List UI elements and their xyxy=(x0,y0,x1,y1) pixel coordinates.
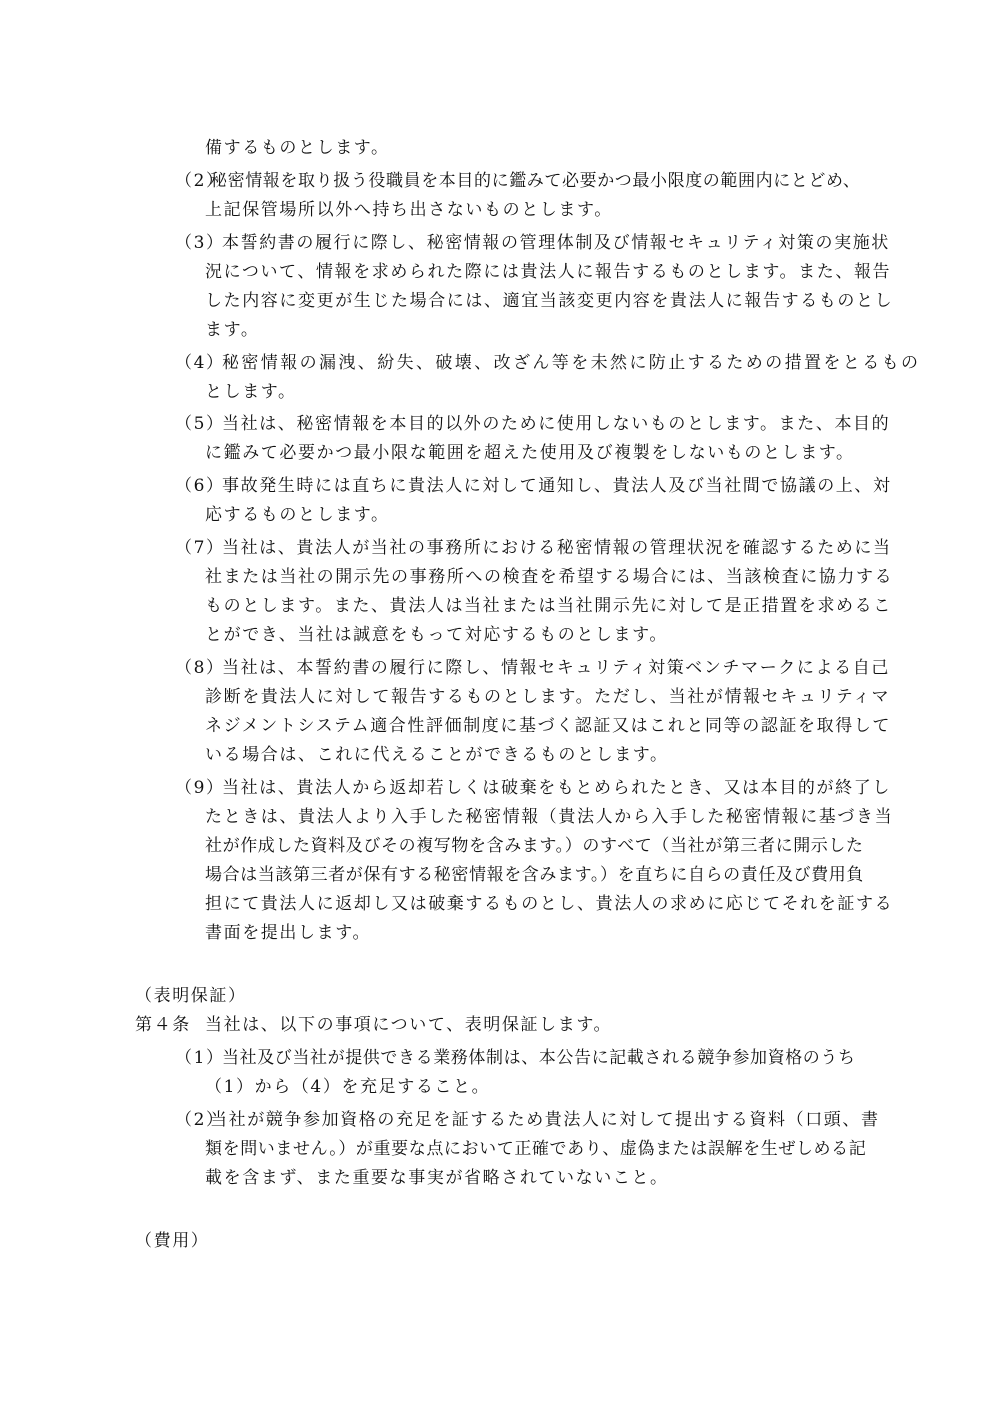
item-number: （6） xyxy=(175,476,225,496)
item-line: 社が作成した資料及びその複写物を含みます。）のすべて（当社が第三者に開示した xyxy=(205,836,864,856)
item-number: （4） xyxy=(175,353,225,373)
carryover-line: 備するものとします。 xyxy=(205,138,390,158)
item-line: ものとします。また、貴法人は当社または当社開示先に対して是正措置を求めるこ xyxy=(205,596,892,616)
item-line: 秘密情報を取り扱う役職員を本目的に鑑みて必要かつ最小限度の範囲内にとどめ、 xyxy=(210,171,861,191)
item-number: （1） xyxy=(175,1048,225,1068)
item-line: 載を含まず、また重要な事実が省略されていないこと。 xyxy=(205,1168,669,1188)
item-line: （1）から（4）を充足すること。 xyxy=(205,1077,491,1097)
item-line: たときは、貴法人より入手した秘密情報（貴法人から入手した秘密情報に基づき当 xyxy=(205,807,894,827)
item-line: 社または当社の開示先の事務所への検査を希望する場合には、当該検査に協力する xyxy=(205,567,894,587)
item-line: ます。 xyxy=(205,320,260,340)
item-line: とができ、当社は誠意をもって対応するものとします。 xyxy=(205,625,668,645)
item-number: （7） xyxy=(175,538,225,558)
item-number: （2） xyxy=(175,171,225,191)
item-line: 当社は、貴法人から返却若しくは破棄をもとめられたとき、又は本目的が終了し xyxy=(222,778,891,798)
item-line: 担にて貴法人に返却し又は破棄するものとし、貴法人の求めに応じてそれを証する xyxy=(205,894,894,914)
item-line: いる場合は、これに代えることができるものとします。 xyxy=(205,745,669,765)
item-line: した内容に変更が生じた場合には、適宜当該変更内容を貴法人に報告するものとし xyxy=(205,291,894,311)
item-number: （2） xyxy=(175,1110,225,1130)
article-label: 第４条 xyxy=(135,1015,191,1035)
item-number: （3） xyxy=(175,233,225,253)
item-line: 書面を提出します。 xyxy=(205,923,372,943)
item-line: 当社は、貴法人が当社の事務所における秘密情報の管理状況を確認するために当 xyxy=(222,538,892,558)
item-line: ネジメントシステム適合性評価制度に基づく認証又はこれと同等の認証を取得して xyxy=(205,716,891,736)
item-line: 況について、情報を求められた際には貴法人に報告するものとします。また、報告 xyxy=(205,262,892,282)
item-line: 当社及び当社が提供できる業務体制は、本公告に記載される競争参加資格のうち xyxy=(222,1048,856,1068)
item-number: （9） xyxy=(175,778,225,798)
item-line: 類を問いません。）が重要な点において正確であり、虚偽または誤解を生ぜしめる記 xyxy=(205,1139,867,1159)
item-line: 事故発生時には直ちに貴法人に対して通知し、貴法人及び当社間で協議の上、対 xyxy=(222,476,892,496)
section-heading: （表明保証） xyxy=(135,986,247,1006)
item-line: 応するものとします。 xyxy=(205,505,390,525)
item-number: （8） xyxy=(175,658,225,678)
article-intro: 当社は、以下の事項について、表明保証します。 xyxy=(205,1015,613,1035)
item-line: 診断を貴法人に対して報告するものとします。ただし、当社が情報セキュリティマ xyxy=(205,687,891,707)
item-line: 秘密情報の漏洩、紛失、破壊、改ざん等を未然に防止するための措置をとるもの xyxy=(222,353,921,373)
item-line: 本誓約書の履行に際し、秘密情報の管理体制及び情報セキュリティ対策の実施状 xyxy=(222,233,890,253)
item-line: 場合は当該第三者が保有する秘密情報を含みます。）を直ちに自らの責任及び費用負 xyxy=(205,865,864,885)
item-line: 当社は、秘密情報を本目的以外のために使用しないものとします。また、本目的 xyxy=(222,414,891,434)
section-heading: （費用） xyxy=(135,1231,210,1251)
item-line: に鑑みて必要かつ最小限な範囲を超えた使用及び複製をしないものとします。 xyxy=(205,443,855,463)
item-line: 当社は、本誓約書の履行に際し、情報セキュリティ対策ベンチマークによる自己 xyxy=(222,658,890,678)
item-line: とします。 xyxy=(205,382,297,402)
item-line: 上記保管場所以外へ持ち出さないものとします。 xyxy=(205,200,613,220)
item-number: （5） xyxy=(175,414,225,434)
item-line: 当社が競争参加資格の充足を証するため貴法人に対して提出する資料（口頭、書 xyxy=(210,1110,880,1130)
